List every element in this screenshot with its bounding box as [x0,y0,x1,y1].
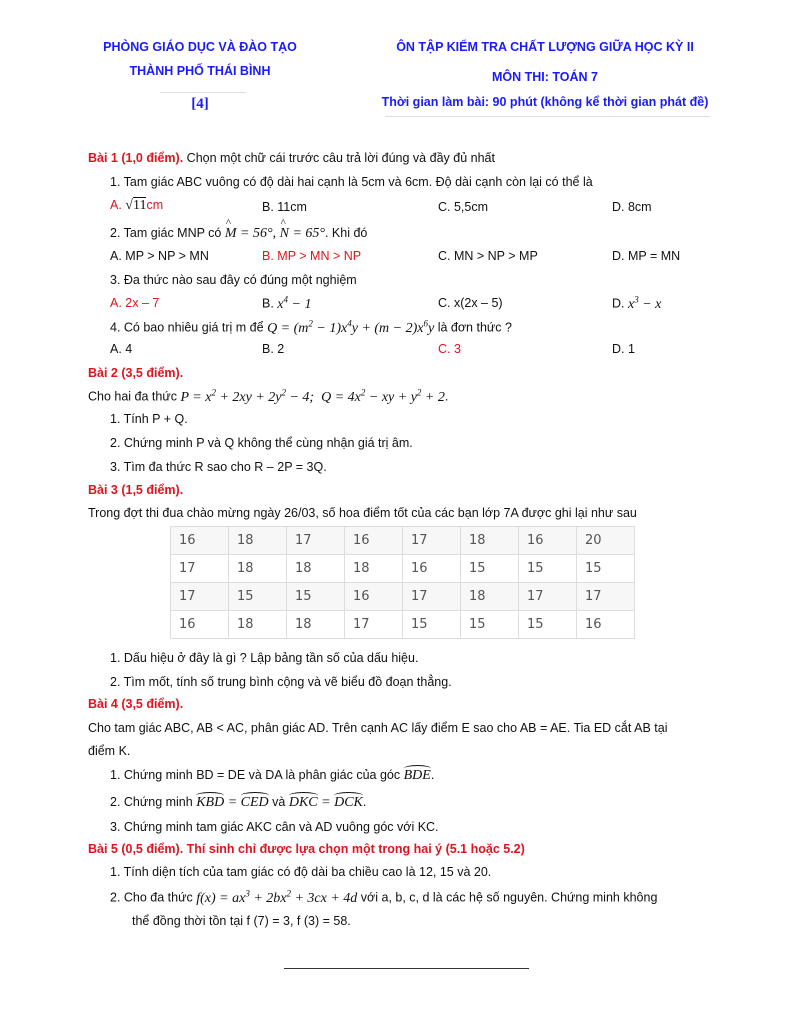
angle-bde: BDE [403,768,431,783]
bai2-item-3: 3. Tìm đa thức R sao cho R – 2P = 3Q. [110,460,327,474]
bai3-item-2: 2. Tìm mốt, tính số trung bình cộng và vẽ biểu đồ đoạn thẳng. [110,675,452,689]
table-cell: 18 [287,611,345,639]
table-cell: 18 [229,527,287,555]
q2-suffix: . Khi đó [324,226,368,240]
bai1-intro: Chọn một chữ cái trước câu trả lời đúng và đầy đủ nhất [183,151,495,165]
table-cell: 18 [345,555,403,583]
bai1-q2-d: D. MP = MN [612,249,681,263]
angles-dkc-dck: DKC = DCK [288,795,363,810]
bai2-item-1: 1. Tính P + Q. [110,412,188,426]
table-cell: 15 [577,555,635,583]
table-cell: 16 [345,527,403,555]
bai5-item-2-line2: thể đồng thời tồn tại f (7) = 3, f (3) = 58. [132,914,351,928]
exam-code: [4] [191,96,209,112]
bai5-title: Bài 5 (0,5 điểm). Thí sinh chỉ được lựa chọn một trong hai ý (5.1 hoặc 5.2) [88,842,525,856]
bai1-q3-b [262,294,311,313]
table-cell: 18 [461,527,519,555]
bai1-q4-b: B. 2 [262,342,285,356]
q3-b-prefix: B. [262,296,274,311]
table-cell: 15 [403,611,461,639]
city-name: THÀNH PHỐ THÁI BÌNH [129,64,271,78]
bai5-item2-suffix: với a, b, c, d là các hệ số nguyên. Chứng minh không [360,890,658,905]
bai1-q2-a: A. MP > NP > MN [110,249,209,263]
bai5-formula: $f(x) = ax^3 + 2bx^2 + 3cx + 4d$ [196,888,358,906]
q3-b-formula: $x^4 - 1$ [277,294,312,312]
bai1-q2 [110,226,367,242]
table-cell: 17 [345,611,403,639]
table-cell: 18 [229,611,287,639]
bai5-item2-prefix: 2. Cho đa thức [110,890,193,905]
bai1-q1-a [110,198,163,214]
table-row [171,611,635,639]
bai2-formula: $P = x^2 + 2xy + 2y^2 - 4$; $Q = 4x^2$ − xy + $y^2 + 2$ [180,387,445,405]
bai3-intro: Trong đợt thi đua chào mừng ngày 26/03, số hoa điểm tốt của các bạn lớp 7A được ghi lại như sau [88,506,637,520]
q2-prefix: 2. Tam giác MNP có [110,226,222,240]
table-cell: 17 [171,583,229,611]
q4-prefix: 4. Có bao nhiêu giá trị m để [110,320,264,335]
q3-d-prefix: D. [612,296,625,311]
bai4-item-2: 2. Chứng minh KBD = CED và DKC = DCK. [110,795,367,810]
q4-formula: $Q = (m^2 - 1)x^4y + (m - 2)x^6y$ [267,318,435,336]
q2-formula: ^ M = 56°, ^ N = 65° [225,226,325,241]
bai3-item-1: 1. Dấu hiệu ở đây là gì ? Lập bảng tần số của dấu hiệu. [110,651,419,665]
table-cell: 15 [461,555,519,583]
q3-d-formula: $x^3 - x$ [627,294,662,312]
table-cell: 16 [519,527,577,555]
bai1-q4-a: A. 4 [110,342,133,356]
bai3-title: Bài 3 (1,5 điểm). [88,483,184,497]
table-cell: 17 [577,583,635,611]
bai2-intro-text: Cho hai đa thức [88,389,177,404]
table-row [171,583,635,611]
table-row [171,527,635,555]
table-cell: 16 [345,583,403,611]
table-cell: 16 [403,555,461,583]
bai1-q1-d: D. 8cm [612,200,652,214]
table-cell: 17 [519,583,577,611]
q1-a-prefix: A. [110,198,122,212]
table-cell: 18 [229,555,287,583]
dept-name: PHÒNG GIÁO DỤC VÀ ĐÀO TẠO [103,40,297,54]
bai2-intro: Cho hai đa thức $P = x^2 + 2xy + 2y^2 - 4$; $Q = 4x^2$ − xy + $y^2 + 2$. [88,387,449,405]
table-cell: 17 [287,527,345,555]
bai5-item-1: 1. Tính diện tích của tam giác có độ dài ba chiều cao là 12, 15 và 20. [110,865,492,879]
bai1-q3: 3. Đa thức nào sau đây có đúng một nghiệm [110,273,357,287]
table-row [171,555,635,583]
bai1-q1: 1. Tam giác ABC vuông có độ dài hai cạnh là 5cm và 6cm. Độ dài cạnh còn lại có thể là [110,175,593,189]
footer-rule [284,968,529,969]
table-cell: 16 [171,527,229,555]
bai4-intro-1: Cho tam giác ABC, AB < AC, phân giác AD. Trên cạnh AC lấy điểm E sao cho AB = AE. Tia ED cắt AB tại [88,721,668,735]
bai2-item-2: 2. Chứng minh P và Q không thể cùng nhận giá trị âm. [110,436,413,450]
exam-title: ÔN TẬP KIỂM TRA CHẤT LƯỢNG GIỮA HỌC KỲ II [396,40,694,54]
table-cell: 18 [287,555,345,583]
table-cell: 15 [461,611,519,639]
bai1-q1-c: C. 5,5cm [438,200,489,214]
bai1-q3-c: C. x(2x – 5) [438,296,503,310]
bai1-title: Bài 1 (1,0 điểm). [88,151,184,165]
bai1-q4-c: C. 3 [438,342,461,356]
bai2-title: Bài 2 (3,5 điểm). [88,366,184,380]
table-cell: 17 [403,527,461,555]
bai4-intro-2: điểm K. [88,744,131,758]
time-limit: Thời gian làm bài: 90 phút (không kể thời gian phát đề) [381,95,709,109]
sqrt-11: √11 [125,198,147,213]
bai1-q4 [110,318,512,337]
table-cell: 16 [171,611,229,639]
bai4-item-1: 1. Chứng minh BD = DE và DA là phân giác của góc BDE. [110,768,435,783]
bai1-q1-b: B. 11cm [262,200,307,214]
bai5-item-2 [110,888,657,907]
bai1-q3-d [612,294,661,313]
table-cell: 18 [461,583,519,611]
bai4-item2-prefix: 2. Chứng minh [110,795,193,809]
bai4-item1-text: 1. Chứng minh BD = DE và DA là phân giác của góc [110,768,401,782]
subject: MÔN THI: TOÁN 7 [491,70,599,84]
table-cell: 15 [519,611,577,639]
table-cell: 16 [577,611,635,639]
bai1-q2-c: C. MN > NP > MP [438,249,538,263]
bai1-q3-a: A. 2x – 7 [110,296,160,310]
bai1-q4-d: D. 1 [612,342,635,356]
angles-kbd-ced: KBD = CED [196,795,269,810]
table-cell: 15 [519,555,577,583]
q1-a-unit: cm [146,198,164,212]
score-table [170,526,635,639]
table-cell: 15 [229,583,287,611]
table-cell: 20 [577,527,635,555]
bai4-title: Bài 4 (3,5 điểm). [88,697,184,711]
table-cell: 17 [403,583,461,611]
table-cell: 17 [171,555,229,583]
bai4-item-3: 3. Chứng minh tam giác AKC cân và AD vuông góc với KC. [110,820,439,834]
bai1-q2-b: B. MP > MN > NP [262,249,362,263]
q4-suffix: là đơn thức ? [437,320,512,335]
bai1-heading [88,151,495,165]
table-cell: 15 [287,583,345,611]
bai4-item2-and: và [272,795,286,809]
